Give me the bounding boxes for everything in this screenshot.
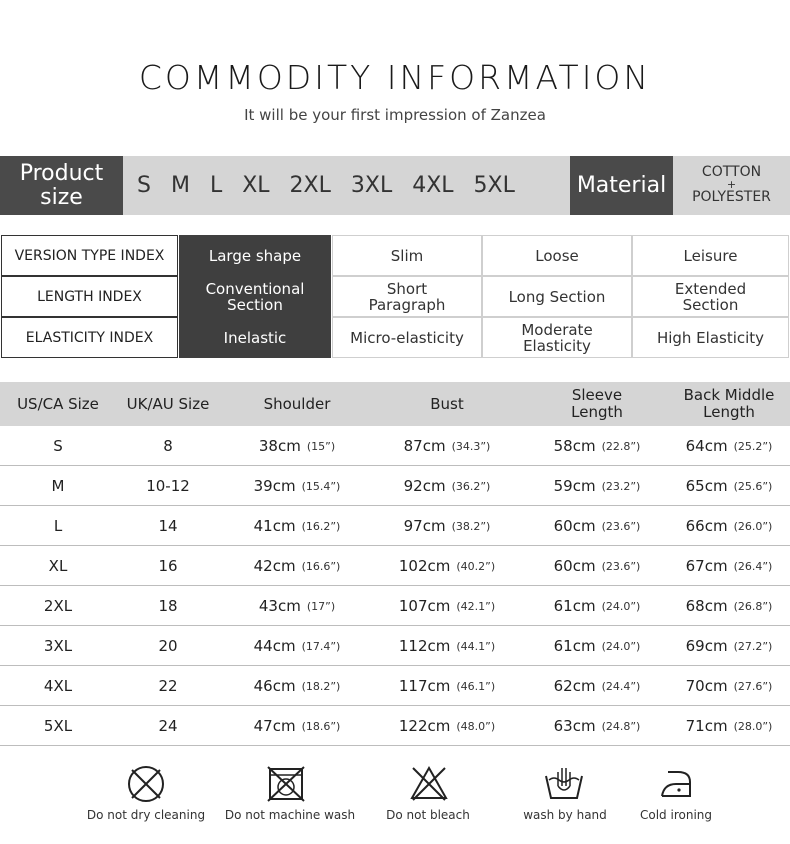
table-cell: 5XL: [43, 717, 73, 735]
table-row: [0, 706, 790, 746]
size-option: 2XL: [289, 173, 331, 198]
table-row: [0, 626, 790, 666]
inch-value: (24.0”): [601, 599, 641, 613]
cm-value: 44cm: [253, 637, 296, 655]
product-size-label: [0, 156, 123, 215]
size-option: XL: [242, 173, 270, 198]
version-type-index-label: VERSION TYPE INDEX: [1, 235, 178, 276]
inch-value: (26.8”): [733, 599, 773, 613]
table-cell: [520, 426, 674, 466]
cm-value: 97cm: [403, 517, 446, 535]
cm-value: 60cm: [553, 517, 596, 535]
inch-value: (27.2”): [733, 639, 773, 653]
cm-value: 67cm: [685, 557, 728, 575]
cm-value: 61cm: [553, 597, 596, 615]
inch-value: (17”): [306, 599, 336, 613]
table-cell: [374, 546, 520, 586]
inch-value: (24.8”): [601, 719, 641, 733]
inch-value: (15.4”): [301, 479, 341, 493]
care-item: [606, 764, 746, 804]
table-cell: [668, 546, 790, 586]
table-cell: [220, 586, 374, 626]
table-cell: [374, 586, 520, 626]
table-cell: [668, 586, 790, 626]
table-cell: 3XL: [43, 637, 73, 655]
inch-value: (38.2”): [451, 519, 491, 533]
table-cell: 10-12: [146, 477, 190, 495]
cm-value: 87cm: [403, 437, 446, 455]
table-cell: [520, 586, 674, 626]
inch-value: (24.4”): [601, 679, 641, 693]
inch-value: (23.6”): [601, 519, 641, 533]
inch-value: (26.4”): [733, 559, 773, 573]
cm-value: 46cm: [253, 677, 296, 695]
cm-value: 42cm: [253, 557, 296, 575]
col-header: Sleeve Length: [571, 386, 623, 421]
size-option: 4XL: [412, 173, 454, 198]
table-cell: 4XL: [43, 677, 73, 695]
table-cell: [668, 466, 790, 506]
version-option: Loose: [482, 235, 632, 276]
table-cell: [668, 706, 790, 746]
material-line: +: [726, 178, 737, 191]
no-dry-clean-icon: [126, 764, 166, 804]
cm-value: 43cm: [258, 597, 301, 615]
length-option: Extended Section: [632, 276, 789, 317]
cm-value: 69cm: [685, 637, 728, 655]
table-row: [0, 426, 790, 466]
material-label: Material: [570, 156, 673, 215]
care-item: [76, 764, 216, 804]
table-cell: [374, 506, 520, 546]
elasticity-option: High Elasticity: [632, 317, 789, 358]
table-cell: [520, 466, 674, 506]
product-size-label-line1: Product: [19, 161, 104, 186]
elasticity-option: Micro-elasticity: [332, 317, 482, 358]
elasticity-selected: Inelastic: [179, 317, 331, 358]
length-option: Long Section: [482, 276, 632, 317]
table-cell: 2XL: [43, 597, 73, 615]
inch-value: (46.1”): [456, 679, 496, 693]
table-cell: [520, 546, 674, 586]
table-cell: [220, 706, 374, 746]
care-label: Do not dry cleaning: [86, 808, 206, 822]
inch-value: (24.0”): [601, 639, 641, 653]
table-cell: 22: [158, 677, 178, 695]
table-cell: 8: [163, 437, 173, 455]
care-item: [216, 764, 356, 804]
table-cell: [374, 426, 520, 466]
hand-wash-icon: [543, 764, 585, 804]
table-cell: [220, 506, 374, 546]
cm-value: 68cm: [685, 597, 728, 615]
table-cell: L: [53, 517, 63, 535]
cm-value: 63cm: [553, 717, 596, 735]
cm-value: 47cm: [253, 717, 296, 735]
inch-value: (15”): [306, 439, 336, 453]
cm-value: 112cm: [398, 637, 451, 655]
inch-value: (42.1”): [456, 599, 496, 613]
cm-value: 122cm: [398, 717, 451, 735]
cm-value: 62cm: [553, 677, 596, 695]
table-cell: S: [53, 437, 63, 455]
version-option: Leisure: [632, 235, 789, 276]
material-value: [673, 156, 790, 215]
inch-value: (48.0”): [456, 719, 496, 733]
table-cell: 24: [158, 717, 178, 735]
table-cell: [220, 666, 374, 706]
measurement-header: [0, 382, 790, 426]
cm-value: 102cm: [398, 557, 451, 575]
table-cell: [220, 546, 374, 586]
cm-value: 65cm: [685, 477, 728, 495]
table-cell: [520, 666, 674, 706]
inch-value: (36.2”): [451, 479, 491, 493]
col-header: Shoulder: [263, 394, 331, 413]
col-header: Back Middle Length: [683, 386, 775, 421]
care-item: [359, 764, 499, 804]
cm-value: 64cm: [685, 437, 728, 455]
table-cell: 18: [158, 597, 178, 615]
inch-value: (34.3”): [451, 439, 491, 453]
cm-value: 41cm: [253, 517, 296, 535]
length-index-label: LENGTH INDEX: [1, 276, 178, 317]
table-cell: [374, 626, 520, 666]
length-option: Short Paragraph: [332, 276, 482, 317]
table-cell: 16: [158, 557, 178, 575]
table-cell: [220, 466, 374, 506]
inch-value: (25.2”): [733, 439, 773, 453]
table-row: [0, 506, 790, 546]
no-bleach-icon: [409, 764, 449, 804]
care-label: Cold ironing: [640, 808, 712, 822]
cm-value: 71cm: [685, 717, 728, 735]
table-cell: [220, 426, 374, 466]
table-row: [0, 666, 790, 706]
table-cell: [520, 626, 674, 666]
size-bar: [0, 156, 790, 215]
size-option: L: [209, 173, 223, 198]
no-machine-wash-icon: [266, 764, 306, 804]
size-option: S: [137, 173, 151, 198]
version-selected: Large shape: [179, 235, 331, 276]
table-cell: [668, 426, 790, 466]
table-cell: [668, 506, 790, 546]
table-cell: [374, 666, 520, 706]
table-cell: [220, 626, 374, 666]
care-label: Do not bleach: [386, 808, 470, 822]
table-cell: [374, 466, 520, 506]
length-selected: Conventional Section: [179, 276, 331, 317]
page-title: COMMODITY INFORMATION: [138, 58, 652, 97]
product-size-label-line2: size: [40, 185, 83, 210]
table-cell: 14: [158, 517, 178, 535]
material-line: COTTON: [701, 164, 762, 180]
material-line: POLYESTER: [692, 189, 771, 205]
cm-value: 38cm: [258, 437, 301, 455]
inch-value: (16.2”): [301, 519, 341, 533]
cm-value: 117cm: [398, 677, 451, 695]
care-label: wash by hand: [523, 808, 607, 822]
inch-value: (22.8”): [601, 439, 641, 453]
table-cell: M: [51, 477, 65, 495]
elasticity-index-label: ELASTICITY INDEX: [1, 317, 178, 358]
table-cell: [520, 506, 674, 546]
version-option: Slim: [332, 235, 482, 276]
cm-value: 59cm: [553, 477, 596, 495]
size-option: M: [170, 173, 190, 198]
inch-value: (18.2”): [301, 679, 341, 693]
size-option: 3XL: [350, 173, 393, 198]
col-header: UK/AU Size: [126, 394, 210, 413]
cm-value: 39cm: [253, 477, 296, 495]
size-option: 5XL: [473, 173, 515, 198]
cm-value: 107cm: [398, 597, 451, 615]
cold-iron-icon: [656, 764, 696, 804]
elasticity-option: Moderate Elasticity: [482, 317, 632, 358]
inch-value: (28.0”): [733, 719, 773, 733]
table-cell: [374, 706, 520, 746]
table-row: [0, 546, 790, 586]
inch-value: (17.4”): [301, 639, 341, 653]
col-header: US/CA Size: [17, 394, 99, 413]
cm-value: 60cm: [553, 557, 596, 575]
inch-value: (25.6”): [733, 479, 773, 493]
cm-value: 70cm: [685, 677, 728, 695]
inch-value: (16.6”): [301, 559, 341, 573]
table-cell: 20: [158, 637, 178, 655]
care-label: Do not machine wash: [224, 808, 356, 822]
inch-value: (18.6”): [301, 719, 341, 733]
inch-value: (40.2”): [456, 559, 496, 573]
page-subtitle: It will be your first impression of Zanzea: [244, 106, 546, 124]
inch-value: (27.6”): [733, 679, 773, 693]
table-row: [0, 586, 790, 626]
cm-value: 66cm: [685, 517, 728, 535]
inch-value: (44.1”): [456, 639, 496, 653]
table-cell: [668, 666, 790, 706]
table-cell: [520, 706, 674, 746]
table-cell: XL: [48, 557, 68, 575]
col-header: Bust: [430, 394, 464, 413]
cm-value: 92cm: [403, 477, 446, 495]
cm-value: 61cm: [553, 637, 596, 655]
cm-value: 58cm: [553, 437, 596, 455]
inch-value: (23.2”): [601, 479, 641, 493]
size-list: [123, 156, 515, 215]
table-row: [0, 466, 790, 506]
table-cell: [668, 626, 790, 666]
inch-value: (23.6”): [601, 559, 641, 573]
inch-value: (26.0”): [733, 519, 773, 533]
